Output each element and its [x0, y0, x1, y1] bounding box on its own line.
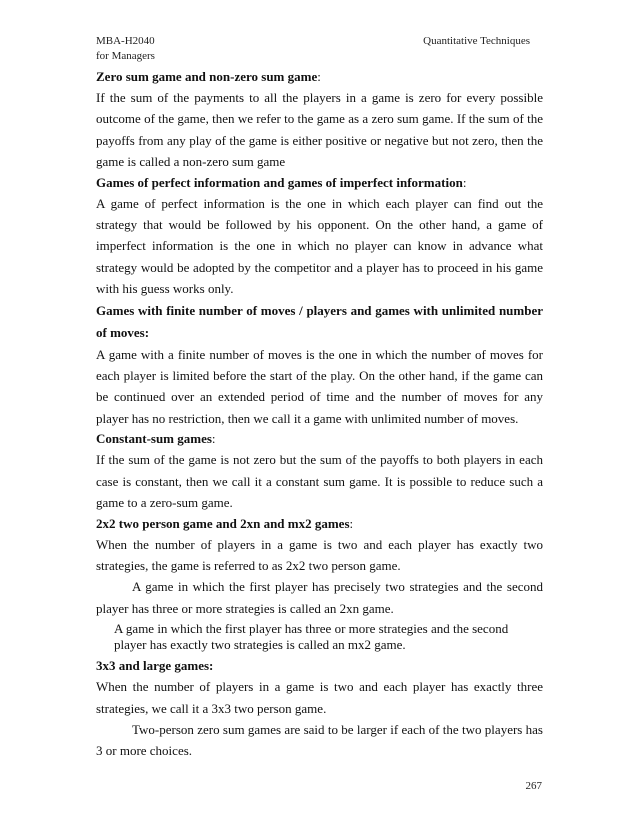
section-heading: 3x3 and large games:: [96, 658, 214, 674]
page-number: 267: [525, 780, 542, 792]
paragraph: If the sum of the game is not zero but the sum of the payoffs to both players in each case is constant, then we call it a constant sum game. It is possible to reduce such a game to a zero-sum game.: [96, 452, 543, 511]
section-heading: Constant-sum games:: [96, 431, 216, 447]
paragraph: A game in which the first player has three or more strategies and the second player has exactly two strategies is called an mx2 game.: [114, 621, 509, 652]
section-heading: 2x2 two person game and 2xn and mx2 games:: [96, 515, 354, 531]
course-code: MBA-H2040: [96, 35, 155, 47]
header-left: [96, 34, 296, 64]
paragraph: When the number of players in a game is two and each player has exactly two strategies, the game is referred to as 2x2 two person game.: [96, 536, 543, 573]
section-heading: Games with finite number of moves / players and games with unlimited number of moves:: [96, 302, 543, 340]
paragraph: A game of perfect information is the one in which each player can find out the strategy that would be followed by his opponent. On the other hand, a game of imperfect information is the one in which no player can know in advance what strategy would be adopted by the competitor and a player has to proceed in his game with his guess works only.: [96, 195, 543, 297]
page-body: [96, 67, 543, 762]
paragraph: Two-person zero sum games are said to be larger if each of the two players has 3 or more choices.: [96, 721, 543, 759]
paragraph: When the number of players in a game is two and each player has exactly three strategies, we call it a 3x3 two person game.: [96, 679, 543, 716]
course-audience: for Managers: [96, 50, 155, 62]
paragraph: If the sum of the payments to all the players in a game is zero for every possible outcome of the game, then we refer to the game as a zero sum game. If the sum of the payoffs from any play of the game is either positive or negative but not zero, then the game is called a non-zero sum game: [96, 90, 543, 170]
header-subject: Quantitative Techniques: [423, 35, 530, 47]
section-heading: Zero sum game and non-zero sum game:: [96, 69, 321, 84]
paragraph: A game in which the first player has precisely two strategies and the second player has three or more strategies is called an 2xn game.: [96, 579, 543, 616]
paragraph: A game with a finite number of moves is the one in which the number of moves for each player is limited before the start of the play. On the other hand, if the game can be continued over an extended period of time and the number of moves for any player has no restriction, then we call it a game with unlimited number of moves.: [96, 346, 543, 426]
section-heading: Games of perfect information and games of imperfect information:: [96, 174, 467, 190]
